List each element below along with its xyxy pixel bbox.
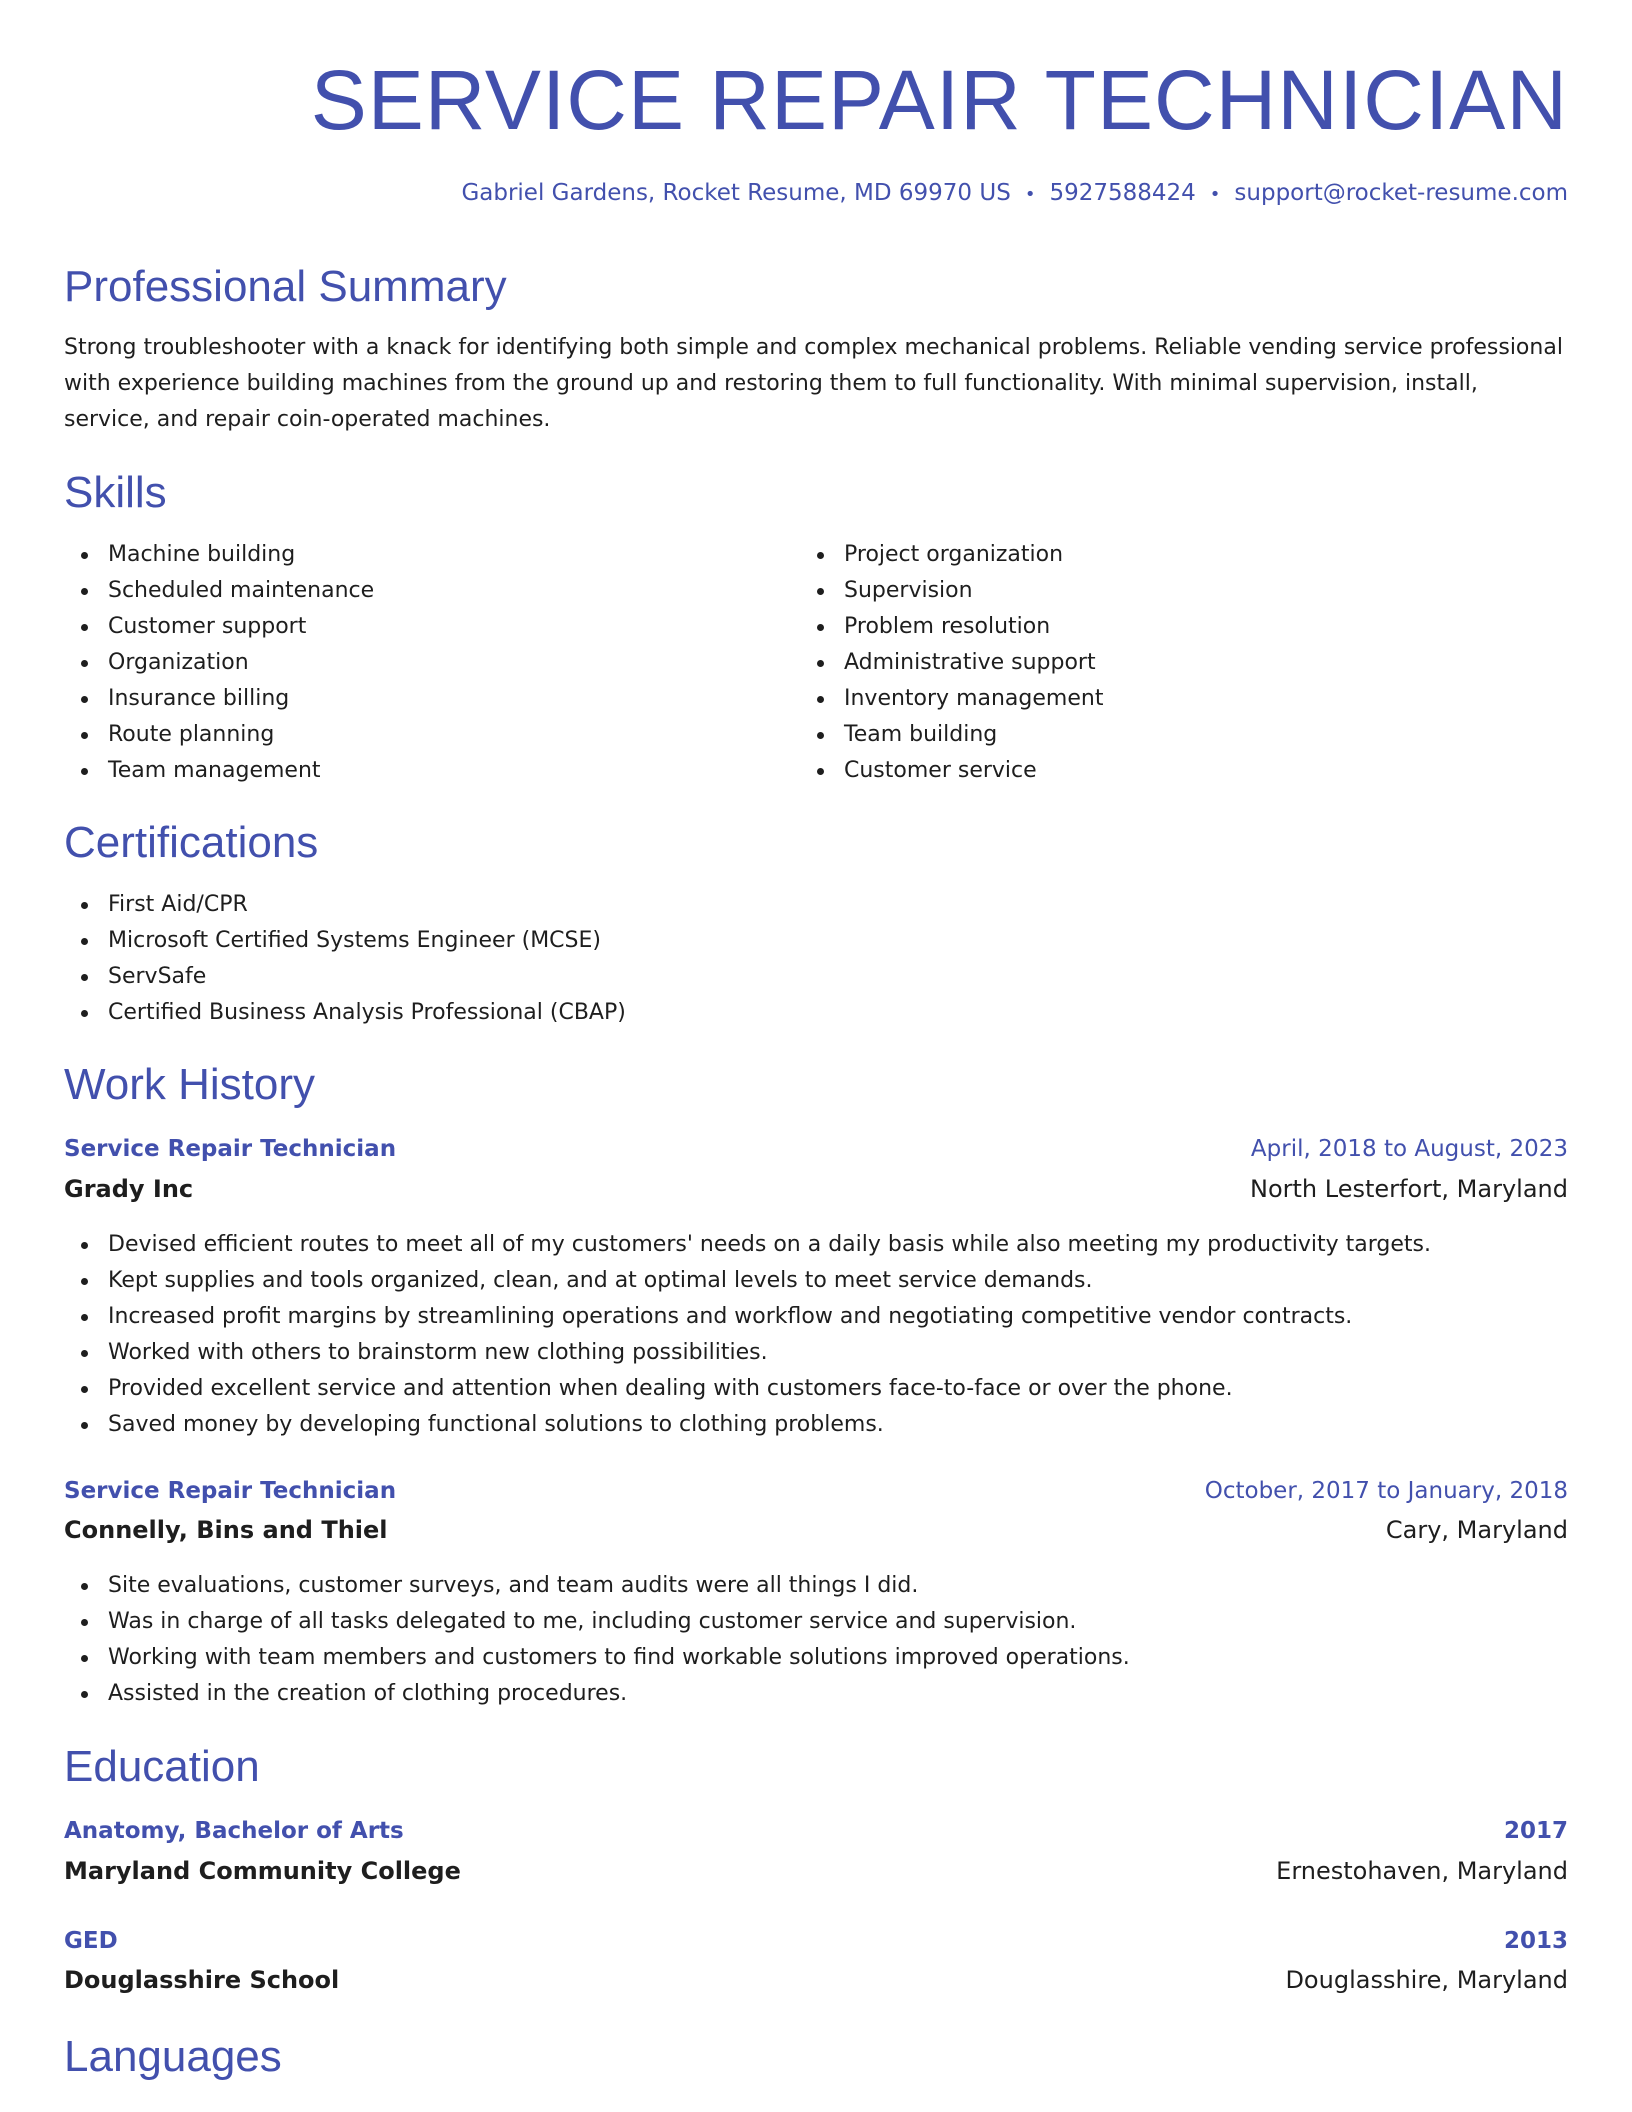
education-degree-row bbox=[64, 1928, 1568, 1954]
skill-item: Problem resolution bbox=[800, 609, 1103, 645]
certification-item: First Aid/CPR bbox=[64, 887, 626, 923]
skills-list-right bbox=[800, 537, 1103, 789]
summary-text: Strong troubleshooter with a knack for identifying both simple and complex mechanical problems. Reliable vending service professional with experience building machines from the ground up and restoring them to full functionality. With minimal supervision, install, service, and repair coin-operated machines. bbox=[64, 335, 1563, 432]
job-bullet: Increased profit margins by streamlining operations and workflow and negotiating competitive vendor contracts. bbox=[64, 1299, 1431, 1335]
skill-item: Organization bbox=[64, 645, 374, 681]
job-bullets bbox=[64, 1568, 1130, 1712]
job-bullet: Worked with others to brainstorm new clothing possibilities. bbox=[64, 1335, 1431, 1371]
job-bullet: Assisted in the creation of clothing procedures. bbox=[64, 1676, 1130, 1712]
job-bullet: Devised efficient routes to meet all of my customers' needs on a daily basis while also meeting my productivity targets. bbox=[64, 1227, 1431, 1263]
section-title-languages: Languages bbox=[64, 2032, 282, 2081]
job-location: Cary, Maryland bbox=[1385, 1516, 1568, 1544]
skill-item: Team building bbox=[800, 717, 1103, 753]
skill-item: Project organization bbox=[800, 537, 1103, 573]
job-title: Service Repair Technician bbox=[64, 1478, 397, 1504]
skill-item: Scheduled maintenance bbox=[64, 573, 374, 609]
job-bullet: Saved money by developing functional solutions to clothing problems. bbox=[64, 1407, 1431, 1443]
skill-item: Inventory management bbox=[800, 681, 1103, 717]
education-degree-row bbox=[64, 1818, 1568, 1844]
skill-item: Customer support bbox=[64, 609, 374, 645]
job-bullet: Kept supplies and tools organized, clean, and at optimal levels to meet service demands. bbox=[64, 1263, 1431, 1299]
education-degree: Anatomy, Bachelor of Arts bbox=[64, 1818, 404, 1844]
skill-item: Administrative support bbox=[800, 645, 1103, 681]
certification-item: ServSafe bbox=[64, 959, 626, 995]
job-bullet: Was in charge of all tasks delegated to me, including customer service and supervision. bbox=[64, 1604, 1130, 1640]
education-school: Douglasshire School bbox=[64, 1966, 340, 1994]
job-title: Service Repair Technician bbox=[64, 1136, 397, 1162]
contact-phone: 5927588424 bbox=[1049, 180, 1196, 206]
job-dates: October, 2017 to January, 2018 bbox=[1204, 1478, 1568, 1504]
skill-item: Customer service bbox=[800, 753, 1103, 789]
certification-item: Certified Business Analysis Professional (CBAP) bbox=[64, 995, 626, 1031]
job-location: North Lesterfort, Maryland bbox=[1250, 1175, 1568, 1203]
resume-title: SERVICE REPAIR TECHNICIAN bbox=[310, 53, 1568, 147]
certifications-list bbox=[64, 887, 626, 1031]
job-bullet: Site evaluations, customer surveys, and team audits were all things I did. bbox=[64, 1568, 1130, 1604]
education-location: Douglasshire, Maryland bbox=[1285, 1966, 1568, 1994]
education-school-row bbox=[64, 1966, 1568, 1994]
certification-item: Microsoft Certified Systems Engineer (MCSE) bbox=[64, 923, 626, 959]
skill-item: Route planning bbox=[64, 717, 374, 753]
contact-address: Gabriel Gardens, Rocket Resume, MD 69970 US bbox=[461, 180, 1011, 206]
job-company-row bbox=[64, 1516, 1568, 1544]
job-company: Grady Inc bbox=[64, 1175, 194, 1203]
education-year: 2017 bbox=[1503, 1818, 1568, 1844]
job-bullet: Provided excellent service and attention when dealing with customers face-to-face or over the phone. bbox=[64, 1371, 1431, 1407]
contact-separator: • bbox=[1024, 184, 1036, 205]
education-location: Ernestohaven, Maryland bbox=[1276, 1857, 1568, 1885]
education-degree: GED bbox=[64, 1928, 118, 1954]
education-school: Maryland Community College bbox=[64, 1857, 461, 1885]
job-title-row bbox=[64, 1136, 1568, 1162]
job-company-row bbox=[64, 1175, 1568, 1203]
job-dates: April, 2018 to August, 2023 bbox=[1250, 1136, 1568, 1162]
job-bullet: Working with team members and customers to find workable solutions improved operations. bbox=[64, 1640, 1130, 1676]
section-title-certifications: Certifications bbox=[64, 818, 319, 867]
education-school-row bbox=[64, 1857, 1568, 1885]
skill-item: Supervision bbox=[800, 573, 1103, 609]
contact-line bbox=[461, 180, 1568, 206]
section-title-work-history: Work History bbox=[64, 1060, 315, 1109]
education-year: 2013 bbox=[1503, 1928, 1568, 1954]
contact-email: support@rocket-resume.com bbox=[1234, 180, 1568, 206]
contact-separator: • bbox=[1209, 184, 1221, 205]
skills-list-left bbox=[64, 537, 374, 789]
section-title-education: Education bbox=[64, 1742, 260, 1791]
job-title-row bbox=[64, 1478, 1568, 1504]
section-title-summary: Professional Summary bbox=[64, 262, 507, 311]
skill-item: Machine building bbox=[64, 537, 374, 573]
skill-item: Insurance billing bbox=[64, 681, 374, 717]
skill-item: Team management bbox=[64, 753, 374, 789]
job-company: Connelly, Bins and Thiel bbox=[64, 1516, 388, 1544]
job-bullets bbox=[64, 1227, 1431, 1443]
section-title-skills: Skills bbox=[64, 468, 167, 517]
